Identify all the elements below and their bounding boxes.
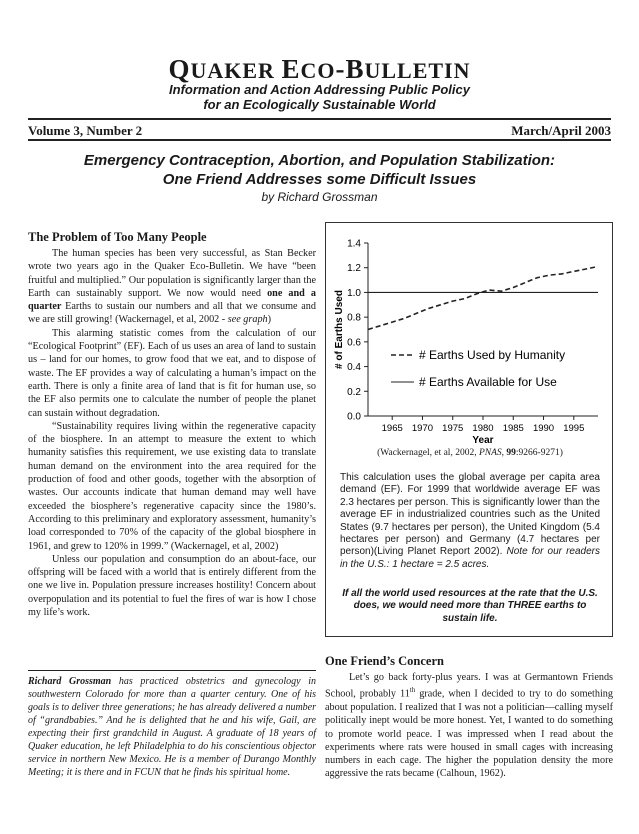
section-heading-concern: One Friend’s Concern xyxy=(325,654,444,668)
sidebar-note: Note for our readers in the U.S.: 1 hectare = 2.5 acres. xyxy=(340,546,600,570)
concern-sup: th xyxy=(409,686,416,695)
bio-text: has practiced obstetrics and gynecology in southwestern Colorado for more than a quarter century. One of his goals is to deliver three generations; he has already delivered a number of “grandbabies.” And he is delighted that he and his wife, Gail, are expecting their first grandchild in August. A graduate of 18 years of Quaker education, he left Philadelphia to do his conscientious objector service in northern New Mexico. He is a member of Durango Monthly Meeting; it is there and in FCUN that he finds his spiritual home. xyxy=(28,676,316,778)
x-tick-label: 1985 xyxy=(502,423,524,434)
x-tick-label: 1980 xyxy=(472,423,494,434)
y-tick-label: 0.2 xyxy=(347,386,361,398)
caption-a: (Wackernagel, et al, 2002, xyxy=(377,448,479,458)
x-axis-label: Year xyxy=(472,435,494,446)
y-tick-label: 0.8 xyxy=(347,312,361,324)
x-tick-label: 1970 xyxy=(411,423,434,434)
masthead-subtitle-2: for an Ecologically Sustainable World xyxy=(203,97,436,112)
y-axis-label: # of Earths Used xyxy=(334,290,345,369)
concern-paragraph-1 xyxy=(325,671,613,781)
paragraph-3: “Sustainability requires living within the regenerative capacity of the biosphere. In an attempt to measure the extent to which humanity satisfies this requirement, we use existing data to translate human demand on the environment into the area required for the production of food and other goods, together with the absorption of wastes. Our accounts indicate that human demand may well have exceeded the biosphere’s regenerative capacity since the 1980’s. According to this preliminary and exploratory assessment, humanity’s load corresponded to 70% of the capacity of the global biosphere in 1961, and grew to 120% in 1999.” (Wackernagel, et al, 2002) xyxy=(28,420,316,552)
y-tick-label: 1.0 xyxy=(347,287,361,299)
legend-label: # Earths Available for Use xyxy=(419,375,557,389)
paragraph-2: This alarming statistic comes from the calculation of our “Ecological Footprint” (EF). Each of us uses an area of land to sustain us – land for our homes, to grow food that we eat, and to dispose of waste. The EF provides a way of calculating a human’s impact on the earth. There is only a finite area of land that is fit for human use, so the EF also permits one to calculate the number of people the planet can sustain without degradation. xyxy=(28,327,316,419)
y-tick-label: 1.4 xyxy=(347,238,361,250)
x-tick-label: 1965 xyxy=(381,423,403,434)
headline-line-2: One Friend Addresses some Difficult Issues xyxy=(162,171,477,188)
p1-text-a: The human species has been very successful, as Stan Becker wrote two years ago in the Quaker Eco-Bulletin. We have “been fruitful and multiplied.” Our population is significantly larger than the Earth can sustainably support. We now would need xyxy=(28,248,316,299)
right-column xyxy=(325,671,613,781)
caption-pages: :9266-9271) xyxy=(515,448,563,458)
footprint-chart xyxy=(326,223,612,448)
y-tick-label: 0.6 xyxy=(347,337,361,349)
masthead-rule-top xyxy=(28,118,611,120)
byline: by Richard Grossman xyxy=(261,190,378,204)
author-bio xyxy=(28,675,316,779)
p1-italic: see graph xyxy=(227,314,268,326)
masthead-title xyxy=(0,54,639,85)
bio-name: Richard Grossman xyxy=(28,676,112,687)
sidebar-emphasis: If all the world used resources at the rate that the U.S. does, we would need more than THREE earths to sustain life. xyxy=(342,588,598,624)
y-tick-label: 0.4 xyxy=(347,362,361,374)
p1-text-c: Earths to sustain our numbers and all that we consume and we are still growing! (Wackernagel, et al, 2002 - xyxy=(28,301,316,326)
title-q: Q xyxy=(168,54,191,84)
p1-text-e: ) xyxy=(267,314,272,326)
sidebar-p1: This calculation uses the global average per capita area demand (EF). For 1999 that worldwide average EF was 2.3 hectares per person. This is significantly lower than the average EF in industrialized countries such as the United States (9.7 hectares per person), the United Kingdom (5.4 hectares per person) and Germany (4.7 hectares per person)(Living Planet Report 2002). xyxy=(340,472,600,558)
y-tick-label: 1.2 xyxy=(347,263,361,275)
x-tick-label: 1975 xyxy=(442,423,464,434)
p1-bold: one and a quarter xyxy=(28,287,316,313)
caption-c: , xyxy=(501,448,507,458)
legend-label: # Earths Used by Humanity xyxy=(419,348,566,362)
masthead-subtitle-1: Information and Action Addressing Public Policy xyxy=(169,82,470,97)
paragraph-4: Unless our population and consumption do an about-face, our offspring will be faced with a world that is entirely different from the one we live in. Population pressure increases hostility! Concern about overpopulation and its potential to fuel the fires of war is how I chose my life’s work. xyxy=(28,553,316,619)
series-earths-used-line xyxy=(368,267,598,330)
issue-date: March/April 2003 xyxy=(511,123,611,138)
x-tick-label: 1990 xyxy=(532,423,555,434)
volume-number: Volume 3, Number 2 xyxy=(28,123,143,138)
concern-text-b: grade, when I decided to try to do something about population. I realized that I was not a politician—calling myself politically inept would be more honest. Yet, I wanted to do something to promote world peace. I was impressed when I read about the experiments where rats were housed in small cages with increasing numbers in each cage. The higher the population density the more aggressive the rats became (Calhoun, 1962). xyxy=(325,688,613,780)
title-uaker: UAKER xyxy=(190,58,275,83)
concern-text-a: Let’s go back forty-plus years. I was at Germantown Friends School, probably 11 xyxy=(325,672,613,700)
left-column xyxy=(28,247,316,619)
title-b: -B xyxy=(335,54,365,84)
section-heading-problem: The Problem of Too Many People xyxy=(28,230,207,244)
bio-rule xyxy=(28,670,316,671)
caption-journal: PNAS xyxy=(478,448,502,458)
sidebar-text xyxy=(340,472,600,571)
paragraph-1 xyxy=(28,247,316,327)
title-e: E xyxy=(281,54,301,84)
chart-caption xyxy=(345,448,595,458)
title-ulletin: ULLETIN xyxy=(364,58,471,83)
x-tick-label: 1995 xyxy=(563,423,585,434)
y-tick-label: 0.0 xyxy=(347,411,361,423)
masthead-rule-bottom xyxy=(28,139,611,141)
caption-volume: 99 xyxy=(506,448,516,458)
title-co: CO xyxy=(300,58,336,83)
headline-line-1: Emergency Contraception, Abortion, and Population Stabilization: xyxy=(83,152,556,169)
